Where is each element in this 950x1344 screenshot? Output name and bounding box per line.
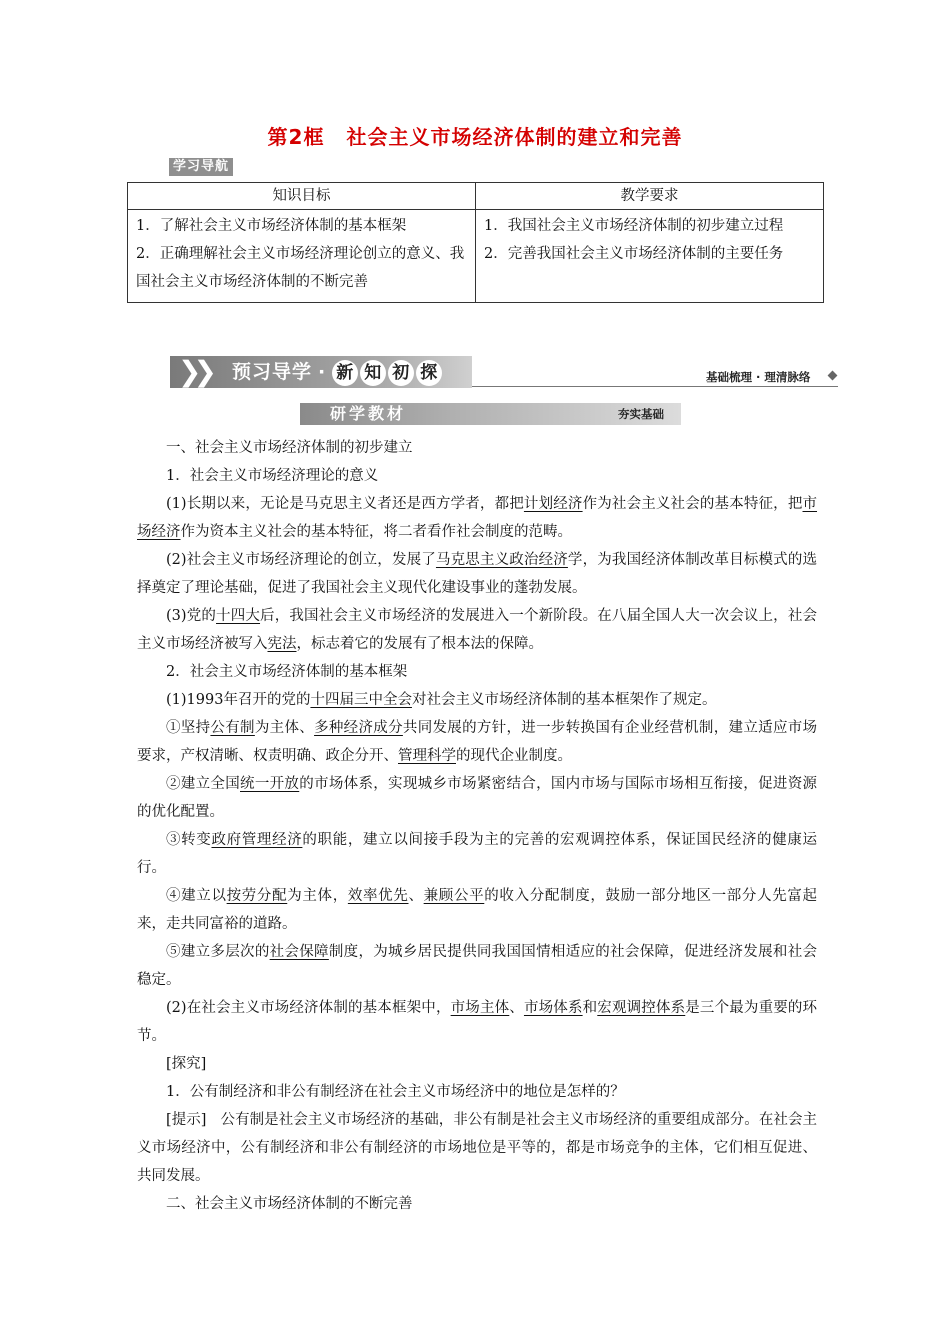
teaching-requirement-item: 1．我国社会主义市场经济体制的初步建立过程 <box>484 218 784 234</box>
goals-table <box>127 182 824 303</box>
lesson-name: 社会主义市场经济体制的建立和完善 <box>346 125 683 149</box>
knowledge-goal-item: 1．了解社会主义市场经济体制的基本框架 <box>136 218 407 234</box>
page-title <box>0 121 950 150</box>
main-content <box>137 434 817 1218</box>
hint-label: [提示] <box>166 1112 207 1128</box>
knowledge-goal-item: 2．正确理解社会主义市场经济理论创立的意义、我国社会主义市场经济体制的不断完善 <box>136 246 465 290</box>
teaching-requirements-cell <box>476 210 824 303</box>
subsection-heading: 2．社会主义市场经济体制的基本框架 <box>166 664 408 680</box>
paragraph: ⑤建立多层次的社会保障制度，为城乡居民提供同我国国情相适应的社会保障，促进经济发展和社会稳定。 <box>137 944 818 988</box>
hint-paragraph: [提示] 公有制是社会主义市场经济的基础，非公有制是社会主义市场经济的重要组成部分。在社会主义市场经济中，公有制经济和非公有制经济的市场地位是平等的，都是市场竞争的主体，它们相互促进、共同发展。 <box>137 1112 817 1184</box>
paragraph: (1)1993年召开的党的十四届三中全会对社会主义市场经济体制的基本框架作了规定。 <box>166 692 717 708</box>
study-guide-badge: 学习导航 <box>169 158 233 176</box>
preview-banner-subtitle: 基础梳理 · 理清脉络 <box>706 370 811 384</box>
paragraph: (3)党的十四大后，我国社会主义市场经济的发展进入一个新阶段。在八届全国人大一次会议上，社会主义市场经济被写入宪法，标志着它的发展有了根本法的保障。 <box>137 608 818 652</box>
section-heading: 二、社会主义市场经济体制的不断完善 <box>166 1196 413 1212</box>
diamond-icon <box>828 371 838 381</box>
paragraph: ①坚持公有制为主体、多种经济成分共同发展的方针，进一步转换国有企业经营机制，建立适应市场要求，产权清晰、权责明确、政企分开、管理科学的现代企业制度。 <box>137 720 818 764</box>
divider <box>472 386 838 387</box>
question: 1．公有制经济和非公有制经济在社会主义市场经济中的地位是怎样的？ <box>166 1084 625 1100</box>
teaching-requirement-item: 2．完善我国社会主义市场经济体制的主要任务 <box>484 246 784 262</box>
header-teaching-requirements: 教学要求 <box>476 183 824 210</box>
section-heading: 一、社会主义市场经济体制的初步建立 <box>166 440 413 456</box>
chevron-right-icon: ❯❯ <box>178 355 209 388</box>
knowledge-goals-cell <box>128 210 476 303</box>
paragraph: (1)长期以来，无论是马克思主义者还是西方学者，都把计划经济作为社会主义社会的基本特征，把市场经济作为资本主义社会的基本特征，将二者看作社会制度的范畴。 <box>137 496 818 540</box>
header-knowledge-goals: 知识目标 <box>128 183 476 210</box>
lesson-number: 第2框 <box>267 125 325 149</box>
paragraph: ②建立全国统一开放的市场体系，实现城乡市场紧密结合，国内市场与国际市场相互衔接，促进资源的优化配置。 <box>137 776 818 820</box>
paragraph: ④建立以按劳分配为主体，效率优先、兼顾公平的收入分配制度，鼓励一部分地区一部分人先富起来，走共同富裕的道路。 <box>137 888 818 932</box>
subsection-heading: 1．社会主义市场经济理论的意义 <box>166 468 379 484</box>
paragraph: (2)在社会主义市场经济体制的基本框架中，市场主体、市场体系和宏观调控体系是三个最为重要的环节。 <box>137 1000 818 1044</box>
preview-banner-title: 预习导学 · 新 知 初 探 <box>232 356 444 388</box>
study-materials-title: 研学教材 <box>330 404 407 423</box>
study-materials-subtitle: 夯实基础 <box>618 407 664 421</box>
paragraph: ③转变政府管理经济的职能，建立以间接手段为主的完善的宏观调控体系，保证国民经济的健康运行。 <box>137 832 818 876</box>
explore-label: [探究] <box>166 1056 207 1072</box>
paragraph: (2)社会主义市场经济理论的创立，发展了马克思主义政治经济学，为我国经济体制改革目标模式的选择奠定了理论基础，促进了我国社会主义现代化建设事业的蓬勃发展。 <box>137 552 818 596</box>
